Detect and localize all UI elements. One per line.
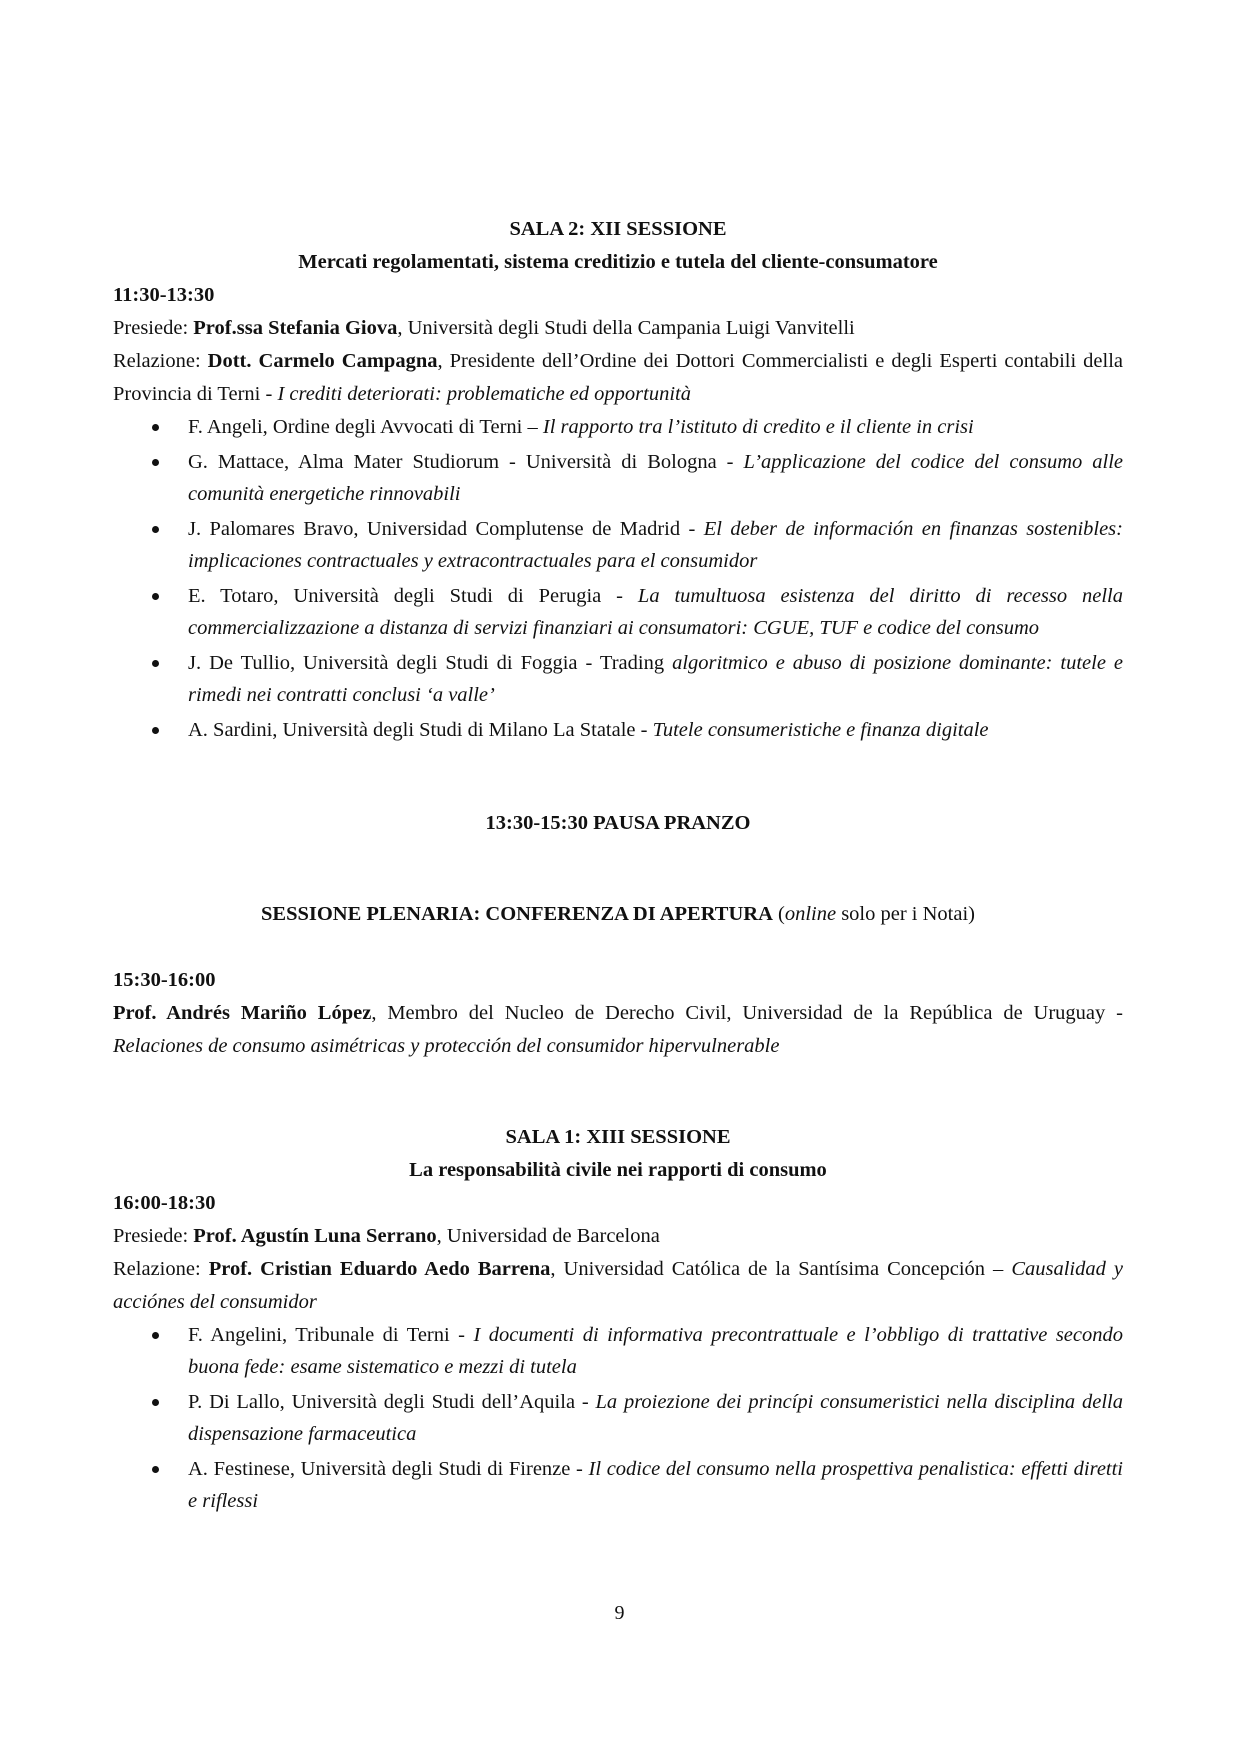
- page-number: 9: [614, 1602, 625, 1624]
- session-13-list: [113, 1319, 1123, 1517]
- plenary-talk: Prof. Andrés Mariño López, Membro del Nucleo de Derecho Civil, Universidad de la República de Uruguay - Relaciones de consumo asimétricas y protección del consumidor hipervulnerable: [113, 1002, 1123, 1057]
- keynote-name: Dott. Carmelo Campagna: [207, 350, 438, 372]
- chair-name: Prof.ssa Stefania Giova: [193, 317, 398, 339]
- list-item: J. De Tullio, Università degli Studi di Foggia - Trading algoritmico e abuso di posizione dominante: tutele e rimedi nei contratti conclusi ‘a valle’: [188, 647, 1123, 711]
- keynote-title: I crediti deteriorati: problematiche ed opportunità: [277, 383, 691, 405]
- session-12-time: 11:30-13:30: [113, 284, 215, 306]
- session-12-subtitle: Mercati regolamentati, sistema creditizio e tutela del cliente-consumatore: [298, 251, 938, 273]
- session-12-chair: Presiede: Prof.ssa Stefania Giova, Università degli Studi della Campania Luigi Vanvitelli: [113, 317, 855, 339]
- list-item: E. Totaro, Università degli Studi di Perugia - La tumultuosa esistenza del diritto di recesso nella commercializzazione a distanza di servizi finanziari ai consumatori: CGUE, TUF e codice del consumo: [188, 580, 1123, 644]
- list-item: F. Angelini, Tribunale di Terni - I documenti di informativa precontrattuale e l’obbligo di trattative secondo buona fede: esame sistematico e mezzi di tutela: [188, 1319, 1123, 1383]
- session-13-title: SALA 1: XIII SESSIONE: [505, 1126, 731, 1148]
- session-13-subtitle: La responsabilità civile nei rapporti di consumo: [409, 1159, 827, 1181]
- session-12-keynote: Relazione: Dott. Carmelo Campagna, Presidente dell’Ordine dei Dottori Commercialisti e degli Esperti contabili della Provincia di Terni - I crediti deteriorati: problematiche ed opportunità: [113, 350, 1124, 405]
- document-page: [113, 213, 1123, 1520]
- list-item: F. Angeli, Ordine degli Avvocati di Terni – Il rapporto tra l’istituto di credito e il cliente in crisi: [188, 411, 1123, 443]
- list-item: G. Mattace, Alma Mater Studiorum - Università di Bologna - L’applicazione del codice del consumo alle comunità energetiche rinnovabili: [188, 446, 1123, 510]
- list-item: A. Festinese, Università degli Studi di Firenze - Il codice del consumo nella prospettiva penalistica: effetti diretti e riflessi: [188, 1453, 1123, 1517]
- session-12-title: SALA 2: XII SESSIONE: [509, 218, 727, 240]
- session-12-list: [113, 411, 1123, 746]
- list-item: A. Sardini, Università degli Studi di Milano La Statale - Tutele consumeristiche e finanza digitale: [188, 714, 1123, 746]
- lunch-break: 13:30-15:30 PAUSA PRANZO: [485, 812, 751, 834]
- session-13-keynote: Relazione: Prof. Cristian Eduardo Aedo Barrena, Universidad Católica de la Santísima Concepción – Causalidad y acciónes del consumidor: [113, 1258, 1123, 1313]
- session-13-chair: Presiede: Prof. Agustín Luna Serrano, Universidad de Barcelona: [113, 1225, 660, 1247]
- plenary-heading: SESSIONE PLENARIA: CONFERENZA DI APERTURA (online solo per i Notai): [261, 903, 975, 925]
- plenary-time: 15:30-16:00: [113, 969, 216, 991]
- session-13-time: 16:00-18:30: [113, 1192, 216, 1214]
- list-item: P. Di Lallo, Università degli Studi dell’Aquila - La proiezione dei princípi consumeristici nella disciplina della dispensazione farmaceutica: [188, 1386, 1123, 1450]
- list-item: J. Palomares Bravo, Universidad Complutense de Madrid - El deber de información en finanzas sostenibles: implicaciones contractuales y extracontractuales para el consumidor: [188, 513, 1123, 577]
